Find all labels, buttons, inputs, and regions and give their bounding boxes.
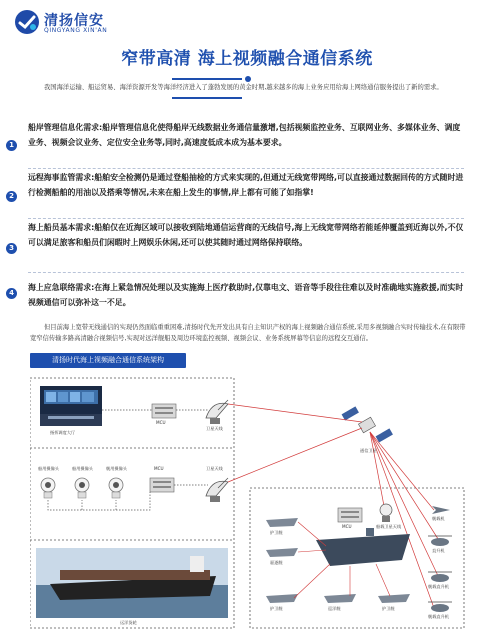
diagram-label: 远洋货轮 — [120, 620, 137, 625]
camera-icon — [75, 478, 89, 498]
diagram-label: 护卫舰 — [270, 606, 283, 611]
divider — [28, 218, 464, 219]
ship-icon — [266, 518, 298, 527]
camera-icon — [109, 478, 123, 498]
helicopter-icon — [428, 536, 452, 546]
aircraft-icon — [432, 506, 450, 514]
diagram-label: MCU — [342, 524, 352, 529]
satellite-icon — [342, 406, 393, 442]
mcu-device — [338, 508, 362, 522]
ship-icon — [324, 594, 356, 603]
diagram-label: 船载卫星天线 — [376, 524, 402, 529]
ship-icon — [378, 594, 410, 603]
divider — [28, 168, 464, 169]
mcu-device — [150, 478, 174, 492]
brand-subtitle: QINGYANG XIN'AN — [44, 27, 108, 34]
diagram-label: MCU — [156, 420, 166, 425]
need-number-badge: 2 — [6, 191, 17, 202]
need-text: 远程海事监管需求:船舶安全检测仍是通过登船抽检的方式来实现的,但通过无线宽带网络,可以直接通过数据回传的方式随时进行检测船舶的用油以及搭乘等情况,未来在船上发生的事情,岸上都有可能了如指掌! — [28, 173, 464, 197]
need-item — [6, 220, 476, 270]
helicopter-icon — [428, 572, 452, 582]
architecture-diagram-svg — [30, 370, 470, 630]
diagram-label: 指挥调度大厅 — [50, 430, 76, 435]
ship-icon — [266, 548, 298, 557]
brand-logo-icon — [14, 9, 40, 35]
page-title: 窄带高清 海上视频融合通信系统 — [121, 49, 373, 69]
need-text: 海上应急联络需求:在海上紧急情况处理以及实施海上医疗救助时,仅靠电文、语音等手段往往难以及时准确地实施救援,而实时视频通信可以弥补这一不足。 — [28, 283, 464, 307]
satellite-links — [228, 404, 440, 608]
diagram-label: 舰用摄像头 — [106, 466, 127, 471]
brand-name: 清扬信安 — [44, 13, 104, 29]
divider — [28, 272, 464, 273]
intro-paragraph: 我国海洋运输、船运贸易、海洋资源开发等海洋经济进入了蓬勃发展的黄金时期,越来越多的海上业务应用给海上网络通信服务提出了新的需求。 — [44, 84, 443, 91]
need-item — [6, 170, 476, 220]
need-number-badge: 1 — [6, 140, 17, 151]
need-number-badge: 3 — [6, 243, 17, 254]
need-number-badge: 4 — [6, 288, 17, 299]
diagram-label: 舰载直升机 — [428, 614, 449, 619]
diagram-label: 直升机 — [432, 548, 445, 553]
brand-logo — [14, 8, 154, 36]
helicopter-icon — [428, 602, 452, 612]
diagram-label: MCU — [154, 466, 164, 471]
outro-paragraph: 但目前海上宽带无线通信的实现仍然面临重重困难,清扬时代先开发出具有自主知识产权的海上视频融合通信系统,采用多视频融合实时传输技术,在有限带宽窄信传输多路高清融合视频信号,实现对远洋舰船及周边环境监控视频、视频会议、业务系统屏幕等信息的远程交互通信。 — [30, 324, 466, 342]
diagram-label: 护卫舰 — [382, 606, 395, 611]
title-underline — [172, 68, 322, 71]
diagram-title-tag: 清扬时代海上视频融合通信系统架构 — [30, 353, 186, 368]
need-item — [6, 120, 476, 170]
diagram-label: 护卫舰 — [270, 530, 283, 535]
aircraft-carrier-image — [316, 528, 410, 566]
diagram-label: 巡洋舰 — [328, 606, 341, 611]
diagram-label: 船用摄像头 — [72, 466, 93, 471]
need-text: 海上船员基本需求:船舶仅在近海区域可以接收到陆地通信运营商的无线信号,海上无线宽带网络若能延伸覆盖到近海以外,不仅可以满足旅客和船员们闲暇时上网娱乐休闲,还可以使其随时通过网络保持联络。 — [28, 223, 464, 247]
diagram-label: 舰载机 — [432, 516, 445, 521]
mcu-device — [152, 404, 176, 418]
diagram-label: 驱逐舰 — [270, 560, 283, 565]
satellite-dish-icon — [206, 478, 228, 502]
command-hall-image — [40, 386, 102, 426]
ship-antenna-icon — [380, 504, 392, 522]
camera-icon — [41, 478, 55, 498]
ship-icon — [266, 594, 298, 603]
diagram-label: 船用摄像头 — [38, 466, 59, 471]
satellite-dish-icon — [206, 400, 228, 424]
diagram-label: 舰载直升机 — [428, 584, 449, 589]
diagram-label: 卫星天线 — [206, 426, 223, 431]
cargo-ship-image — [36, 548, 228, 618]
architecture-diagram — [30, 370, 470, 630]
need-text: 船岸管理信息化需求:船岸管理信息化使得船岸无线数据业务通信量激增,包括视频监控业务、互联网业务、多媒体业务、调度业务、视频会议业务、定位安全业务等,同时,高速度低成本成为基本要求。 — [28, 123, 461, 147]
diagram-label: 卫星天线 — [206, 466, 223, 471]
diagram-label: 通信卫星 — [360, 448, 377, 453]
